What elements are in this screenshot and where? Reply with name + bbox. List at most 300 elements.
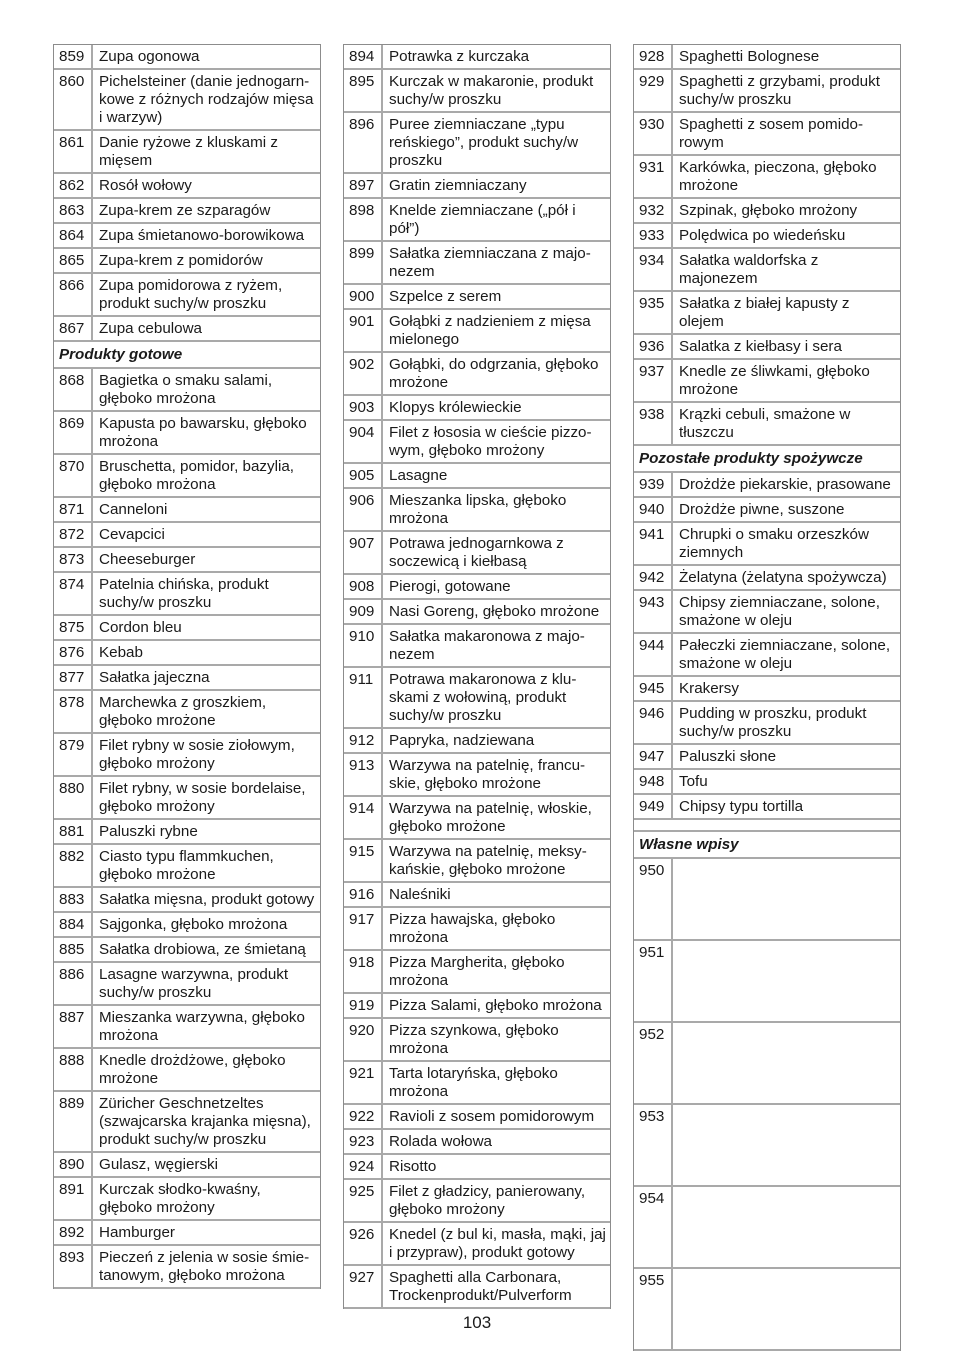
- item-name: Zupa-krem z pomidorów: [93, 249, 320, 274]
- item-name: Pizza hawajska, głęboko mrożona: [383, 908, 610, 951]
- item-number: 868: [54, 369, 93, 412]
- item-name: Gratin ziemniaczany: [383, 174, 610, 199]
- table-row: [344, 174, 610, 199]
- table-row: [344, 489, 610, 532]
- custom-entry-field: [673, 1023, 900, 1105]
- item-name: Filet z gładzicy, panierowany, głęboko mrożony: [383, 1180, 610, 1223]
- table-row: [344, 285, 610, 310]
- item-number: 861: [54, 131, 93, 174]
- table-row: [54, 666, 320, 691]
- item-name: Filet rybny w sosie ziołowym, głęboko mrożony: [93, 734, 320, 777]
- item-number: 900: [344, 285, 383, 310]
- item-name: Lasagne warzywna, produkt suchy/w proszku: [93, 963, 320, 1006]
- item-number: 931: [634, 156, 673, 199]
- section-header: Pozostałe produkty spożywcze: [634, 446, 900, 473]
- item-name: Kapusta po bawarsku, głęboko mrożona: [93, 412, 320, 455]
- table-row: [634, 199, 900, 224]
- item-name: Danie ryżowe z kluskami z mięsem: [93, 131, 320, 174]
- item-number: 927: [344, 1266, 383, 1309]
- item-number: 901: [344, 310, 383, 353]
- table-row: [344, 1155, 610, 1180]
- table-row: [54, 199, 320, 224]
- item-name: Klopys królewieckie: [383, 396, 610, 421]
- table-row: [634, 702, 900, 745]
- table-row: [344, 951, 610, 994]
- item-name: Rolada wołowa: [383, 1130, 610, 1155]
- item-number: 946: [634, 702, 673, 745]
- item-name: Bagietka o smaku salami, głęboko mrożona: [93, 369, 320, 412]
- table-row: [634, 634, 900, 677]
- table-row: [344, 575, 610, 600]
- item-name: Knedle drożdżowe, głęboko mrożone: [93, 1049, 320, 1092]
- section-header: Produkty gotowe: [54, 342, 320, 369]
- item-name: Warzywa na patelnię, francu-skie, głęboko mrożone: [383, 754, 610, 797]
- table-row: [344, 242, 610, 285]
- custom-entry-row: [634, 1187, 900, 1269]
- table-row: [344, 464, 610, 489]
- item-name: Sałatka drobiowa, ze śmietaną: [93, 938, 320, 963]
- item-name: Kurczak słodko-kwaśny, głęboko mrożony: [93, 1178, 320, 1221]
- item-number: 934: [634, 249, 673, 292]
- item-number: 893: [54, 1246, 93, 1289]
- item-name: Marchewka z groszkiem, głęboko mrożone: [93, 691, 320, 734]
- table-row: [344, 70, 610, 113]
- item-number: 916: [344, 883, 383, 908]
- section-header-row: [54, 342, 320, 369]
- item-number: 859: [54, 45, 93, 70]
- item-number: 862: [54, 174, 93, 199]
- food-list-table: [633, 44, 901, 1351]
- custom-entry-row: [634, 941, 900, 1023]
- item-number: 886: [54, 963, 93, 1006]
- table-row: [54, 1006, 320, 1049]
- table-row: [344, 310, 610, 353]
- table-column-1: [53, 44, 321, 1289]
- table-row: [54, 963, 320, 1006]
- item-name: Drożdże piwne, suszone: [673, 498, 900, 523]
- custom-entry-field: [673, 941, 900, 1023]
- table-row: [344, 45, 610, 70]
- table-row: [634, 45, 900, 70]
- item-name: Pizza Salami, głęboko mrożona: [383, 994, 610, 1019]
- item-number: 903: [344, 396, 383, 421]
- table-column-3: [633, 44, 901, 1351]
- item-number: 880: [54, 777, 93, 820]
- item-name: Sałatka makaronowa z majo-nezem: [383, 625, 610, 668]
- item-name: Tofu: [673, 770, 900, 795]
- item-number: 894: [344, 45, 383, 70]
- item-name: Pałeczki ziemniaczane, solone, smażone w oleju: [673, 634, 900, 677]
- table-row: [344, 1062, 610, 1105]
- table-row: [344, 797, 610, 840]
- table-row: [344, 883, 610, 908]
- table-row: [344, 396, 610, 421]
- table-row: [344, 421, 610, 464]
- table-row: [344, 908, 610, 951]
- item-number: 869: [54, 412, 93, 455]
- spacer-row: [634, 820, 900, 832]
- item-number: 904: [344, 421, 383, 464]
- table-row: [54, 45, 320, 70]
- table-row: [344, 1266, 610, 1309]
- table-row: [344, 532, 610, 575]
- table-row: [344, 600, 610, 625]
- table-row: [634, 473, 900, 498]
- item-name: Zupa śmietanowo-borowikowa: [93, 224, 320, 249]
- item-name: Gulasz, węgierski: [93, 1153, 320, 1178]
- table-row: [54, 573, 320, 616]
- item-number: 940: [634, 498, 673, 523]
- item-name: Zupa ogonowa: [93, 45, 320, 70]
- item-number: 923: [344, 1130, 383, 1155]
- item-number: 895: [344, 70, 383, 113]
- custom-entry-field: [673, 1187, 900, 1269]
- table-row: [54, 249, 320, 274]
- item-number: 888: [54, 1049, 93, 1092]
- item-number: 913: [344, 754, 383, 797]
- item-number: 873: [54, 548, 93, 573]
- item-name: Warzywa na patelnię, włoskie, głęboko mrożone: [383, 797, 610, 840]
- item-name: Chrupki o smaku orzeszków ziemnych: [673, 523, 900, 566]
- table-row: [634, 360, 900, 403]
- item-number: 942: [634, 566, 673, 591]
- item-number: 866: [54, 274, 93, 317]
- table-row: [54, 1178, 320, 1221]
- table-row: [54, 317, 320, 342]
- table-row: [54, 412, 320, 455]
- item-number: 899: [344, 242, 383, 285]
- table-row: [54, 369, 320, 412]
- table-row: [54, 1092, 320, 1153]
- item-name: Chipsy typu tortilla: [673, 795, 900, 820]
- item-number: 860: [54, 70, 93, 131]
- table-row: [634, 403, 900, 446]
- table-row: [344, 1019, 610, 1062]
- item-name: Knedel (z bul ki, masła, mąki, jaj i przypraw), produkt gotowy: [383, 1223, 610, 1266]
- item-name: Pichelsteiner (danie jednogarn-kowe z różnych rodzajów mięsa i warzyw): [93, 70, 320, 131]
- item-name: Bruschetta, pomidor, bazylia, głęboko mrożona: [93, 455, 320, 498]
- table-row: [344, 1130, 610, 1155]
- custom-entry-field: [673, 859, 900, 941]
- item-number: 951: [634, 941, 673, 1023]
- section-header: Własne wpisy: [634, 832, 900, 859]
- item-name: Cordon bleu: [93, 616, 320, 641]
- item-number: 907: [344, 532, 383, 575]
- table-row: [54, 548, 320, 573]
- table-row: [344, 729, 610, 754]
- item-number: 918: [344, 951, 383, 994]
- item-name: Żelatyna (żelatyna spożywcza): [673, 566, 900, 591]
- item-name: Züricher Geschnetzeltes (szwajcarska krajanka mięsna), produkt suchy/w proszku: [93, 1092, 320, 1153]
- item-number: 896: [344, 113, 383, 174]
- item-name: Polędwica po wiedeńsku: [673, 224, 900, 249]
- item-number: 937: [634, 360, 673, 403]
- table-row: [54, 455, 320, 498]
- item-number: 922: [344, 1105, 383, 1130]
- item-number: 887: [54, 1006, 93, 1049]
- item-number: 944: [634, 634, 673, 677]
- item-name: Sałatka z białej kapusty z olejem: [673, 292, 900, 335]
- item-number: 878: [54, 691, 93, 734]
- item-number: 910: [344, 625, 383, 668]
- item-number: 947: [634, 745, 673, 770]
- item-name: Drożdże piekarskie, prasowane: [673, 473, 900, 498]
- custom-entry-field: [673, 1269, 900, 1351]
- item-number: 875: [54, 616, 93, 641]
- table-row: [54, 224, 320, 249]
- item-number: 890: [54, 1153, 93, 1178]
- item-name: Spaghetti Bolognese: [673, 45, 900, 70]
- table-row: [344, 840, 610, 883]
- page-number: 103: [462, 1313, 492, 1332]
- item-number: 948: [634, 770, 673, 795]
- table-row: [634, 156, 900, 199]
- item-name: Nasi Goreng, głęboko mrożone: [383, 600, 610, 625]
- item-name: Szpelce z serem: [383, 285, 610, 310]
- item-number: 925: [344, 1180, 383, 1223]
- item-number: 911: [344, 668, 383, 729]
- table-row: [344, 625, 610, 668]
- item-number: 932: [634, 199, 673, 224]
- table-row: [634, 591, 900, 634]
- item-number: 917: [344, 908, 383, 951]
- item-name: Lasagne: [383, 464, 610, 489]
- table-row: [634, 745, 900, 770]
- item-number: 929: [634, 70, 673, 113]
- item-name: Pizza Margherita, głęboko mrożona: [383, 951, 610, 994]
- item-name: Knelde ziemniaczane („pół i pół”): [383, 199, 610, 242]
- item-name: Mieszanka lipska, głęboko mrożona: [383, 489, 610, 532]
- item-number: 902: [344, 353, 383, 396]
- item-name: Sałatka mięsna, produkt gotowy: [93, 888, 320, 913]
- item-number: 874: [54, 573, 93, 616]
- item-number: 884: [54, 913, 93, 938]
- item-number: 889: [54, 1092, 93, 1153]
- item-name: Sałatka ziemniaczana z majo-nezem: [383, 242, 610, 285]
- table-row: [634, 292, 900, 335]
- item-number: 938: [634, 403, 673, 446]
- item-name: Cevapcici: [93, 523, 320, 548]
- item-name: Filet rybny, w sosie bordelaise, głęboko mrożony: [93, 777, 320, 820]
- item-name: Warzywa na patelnię, meksy-kańskie, głęboko mrożone: [383, 840, 610, 883]
- item-name: Puree ziemniaczane „typu reńskiego”, produkt suchy/w proszku: [383, 113, 610, 174]
- item-number: 930: [634, 113, 673, 156]
- table-row: [634, 249, 900, 292]
- table-row: [54, 1153, 320, 1178]
- item-name: Pierogi, gotowane: [383, 575, 610, 600]
- item-number: 921: [344, 1062, 383, 1105]
- item-name: Pieczeń z jelenia w sosie śmie-tanowym, głęboko mrożona: [93, 1246, 320, 1289]
- item-name: Zupa pomidorowa z ryżem, produkt suchy/w proszku: [93, 274, 320, 317]
- item-name: Chipsy ziemniaczane, solone, smażone w oleju: [673, 591, 900, 634]
- item-number: 954: [634, 1187, 673, 1269]
- table-row: [54, 691, 320, 734]
- item-name: Rosół wołowy: [93, 174, 320, 199]
- table-row: [54, 734, 320, 777]
- table-column-2: [343, 44, 611, 1309]
- table-row: [54, 777, 320, 820]
- item-name: Paluszki słone: [673, 745, 900, 770]
- item-number: 897: [344, 174, 383, 199]
- item-name: Ravioli z sosem pomidorowym: [383, 1105, 610, 1130]
- item-name: Pizza szynkowa, głęboko mrożona: [383, 1019, 610, 1062]
- table-row: [54, 274, 320, 317]
- section-header-row: [634, 832, 900, 859]
- item-name: Salatka z kiełbasy i sera: [673, 335, 900, 360]
- item-name: Krązki cebuli, smażone w tłuszczu: [673, 403, 900, 446]
- table-row: [634, 795, 900, 820]
- table-row: [344, 668, 610, 729]
- item-number: 879: [54, 734, 93, 777]
- table-row: [54, 913, 320, 938]
- table-row: [344, 1180, 610, 1223]
- section-header-row: [634, 446, 900, 473]
- item-number: 924: [344, 1155, 383, 1180]
- item-number: 943: [634, 591, 673, 634]
- item-number: 892: [54, 1221, 93, 1246]
- item-number: 933: [634, 224, 673, 249]
- item-number: 928: [634, 45, 673, 70]
- table-row: [634, 523, 900, 566]
- item-number: 906: [344, 489, 383, 532]
- item-number: 867: [54, 317, 93, 342]
- spacer-cell: [634, 820, 900, 832]
- item-name: Kebab: [93, 641, 320, 666]
- item-number: 915: [344, 840, 383, 883]
- item-number: 885: [54, 938, 93, 963]
- table-row: [344, 199, 610, 242]
- table-row: [54, 1049, 320, 1092]
- table-row: [54, 938, 320, 963]
- item-number: 950: [634, 859, 673, 941]
- item-name: Potrawa jednogarnkowa z soczewicą i kiełbasą: [383, 532, 610, 575]
- item-number: 865: [54, 249, 93, 274]
- item-number: 936: [634, 335, 673, 360]
- item-number: 935: [634, 292, 673, 335]
- item-name: Canneloni: [93, 498, 320, 523]
- custom-entry-row: [634, 1269, 900, 1351]
- table-row: [54, 523, 320, 548]
- table-row: [54, 174, 320, 199]
- table-row: [634, 113, 900, 156]
- item-name: Spaghetti z sosem pomido-rowym: [673, 113, 900, 156]
- item-number: 953: [634, 1105, 673, 1187]
- table-row: [54, 888, 320, 913]
- item-name: Sajgonka, głęboko mrożona: [93, 913, 320, 938]
- item-name: Gołąbki, do odgrzania, głęboko mrożone: [383, 353, 610, 396]
- item-number: 912: [344, 729, 383, 754]
- item-number: 877: [54, 666, 93, 691]
- item-number: 926: [344, 1223, 383, 1266]
- table-row: [54, 641, 320, 666]
- item-number: 919: [344, 994, 383, 1019]
- item-number: 898: [344, 199, 383, 242]
- table-row: [344, 754, 610, 797]
- item-name: Papryka, nadziewana: [383, 729, 610, 754]
- item-name: Potrawa makaronowa z klu-skami z wołowiną, produkt suchy/w proszku: [383, 668, 610, 729]
- item-number: 883: [54, 888, 93, 913]
- table-row: [54, 70, 320, 131]
- table-row: [634, 335, 900, 360]
- item-name: Szpinak, głęboko mrożony: [673, 199, 900, 224]
- item-name: Ciasto typu flammkuchen, głęboko mrożone: [93, 845, 320, 888]
- item-number: 952: [634, 1023, 673, 1105]
- table-row: [344, 353, 610, 396]
- item-name: Hamburger: [93, 1221, 320, 1246]
- table-row: [54, 845, 320, 888]
- item-number: 864: [54, 224, 93, 249]
- item-name: Spaghetti z grzybami, produkt suchy/w proszku: [673, 70, 900, 113]
- table-row: [634, 70, 900, 113]
- item-name: Patelnia chińska, produkt suchy/w proszku: [93, 573, 320, 616]
- item-name: Risotto: [383, 1155, 610, 1180]
- table-row: [54, 1246, 320, 1289]
- item-number: 939: [634, 473, 673, 498]
- item-name: Sałatka jajeczna: [93, 666, 320, 691]
- item-number: 876: [54, 641, 93, 666]
- item-name: Naleśniki: [383, 883, 610, 908]
- item-name: Mieszanka warzywna, głęboko mrożona: [93, 1006, 320, 1049]
- item-name: Kurczak w makaronie, produkt suchy/w proszku: [383, 70, 610, 113]
- table-row: [344, 994, 610, 1019]
- table-row: [344, 1223, 610, 1266]
- item-number: 941: [634, 523, 673, 566]
- custom-entry-field: [673, 1105, 900, 1187]
- item-name: Gołąbki z nadzieniem z mięsa mielonego: [383, 310, 610, 353]
- item-name: Spaghetti alla Carbonara, Trockenprodukt/Pulverform: [383, 1266, 610, 1309]
- table-row: [54, 498, 320, 523]
- item-name: Filet z łososia w cieście pizzo-wym, głęboko mrożony: [383, 421, 610, 464]
- custom-entry-row: [634, 1023, 900, 1105]
- table-row: [634, 770, 900, 795]
- item-number: 870: [54, 455, 93, 498]
- item-name: Sałatka waldorfska z majonezem: [673, 249, 900, 292]
- table-row: [54, 616, 320, 641]
- table-row: [634, 566, 900, 591]
- table-row: [344, 113, 610, 174]
- item-number: 881: [54, 820, 93, 845]
- item-number: 872: [54, 523, 93, 548]
- table-row: [344, 1105, 610, 1130]
- item-number: 871: [54, 498, 93, 523]
- table-row: [634, 224, 900, 249]
- item-number: 905: [344, 464, 383, 489]
- item-name: Krakersy: [673, 677, 900, 702]
- item-name: Paluszki rybne: [93, 820, 320, 845]
- custom-entry-row: [634, 1105, 900, 1187]
- table-row: [634, 677, 900, 702]
- item-name: Knedle ze śliwkami, głęboko mrożone: [673, 360, 900, 403]
- item-number: 909: [344, 600, 383, 625]
- item-name: Zupa cebulowa: [93, 317, 320, 342]
- table-row: [634, 498, 900, 523]
- item-number: 955: [634, 1269, 673, 1351]
- food-list-table: [53, 44, 321, 1289]
- custom-entry-row: [634, 859, 900, 941]
- item-name: Karkówka, pieczona, głęboko mrożone: [673, 156, 900, 199]
- table-row: [54, 820, 320, 845]
- table-row: [54, 1221, 320, 1246]
- item-name: Zupa-krem ze szparagów: [93, 199, 320, 224]
- item-number: 949: [634, 795, 673, 820]
- food-list-table: [343, 44, 611, 1309]
- item-name: Potrawka z kurczaka: [383, 45, 610, 70]
- item-number: 882: [54, 845, 93, 888]
- item-number: 908: [344, 575, 383, 600]
- item-number: 863: [54, 199, 93, 224]
- item-name: Pudding w proszku, produkt suchy/w proszku: [673, 702, 900, 745]
- item-name: Cheeseburger: [93, 548, 320, 573]
